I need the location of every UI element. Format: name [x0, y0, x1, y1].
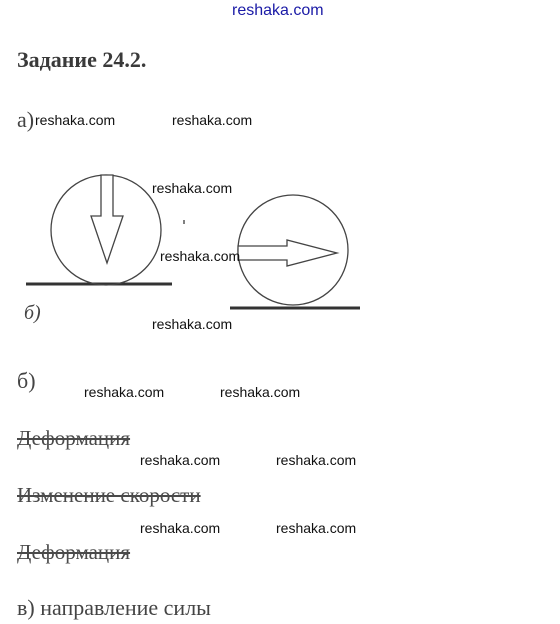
answer-deformation-1: Деформация [17, 426, 131, 450]
watermark: reshaka.com [84, 384, 165, 400]
site-link[interactable]: reshaka.com [232, 2, 324, 19]
part-b-label: б) [17, 368, 36, 393]
arrow-right-icon [238, 240, 337, 266]
task-title: Задание 24.2. [17, 47, 147, 72]
part-c-text: в) направление силы [17, 595, 211, 620]
part-a-label: а) [17, 107, 35, 132]
watermark: reshaka.com [172, 112, 253, 128]
watermark: reshaka.com [160, 248, 241, 264]
arrow-down-icon [91, 175, 123, 263]
answer-deformation-2: Деформация [17, 540, 131, 564]
watermark: reshaka.com [276, 520, 357, 536]
watermark: reshaka.com [140, 452, 221, 468]
answer-speed-change: Изменение скорости [17, 483, 201, 507]
figure-label-b: б) [24, 302, 41, 324]
force-diagram [0, 160, 560, 320]
watermark: reshaka.com [220, 384, 301, 400]
watermark: reshaka.com [140, 520, 221, 536]
watermark: reshaka.com [152, 316, 233, 332]
watermark: reshaka.com [276, 452, 357, 468]
watermark: reshaka.com [35, 112, 116, 128]
watermark: reshaka.com [152, 180, 233, 196]
